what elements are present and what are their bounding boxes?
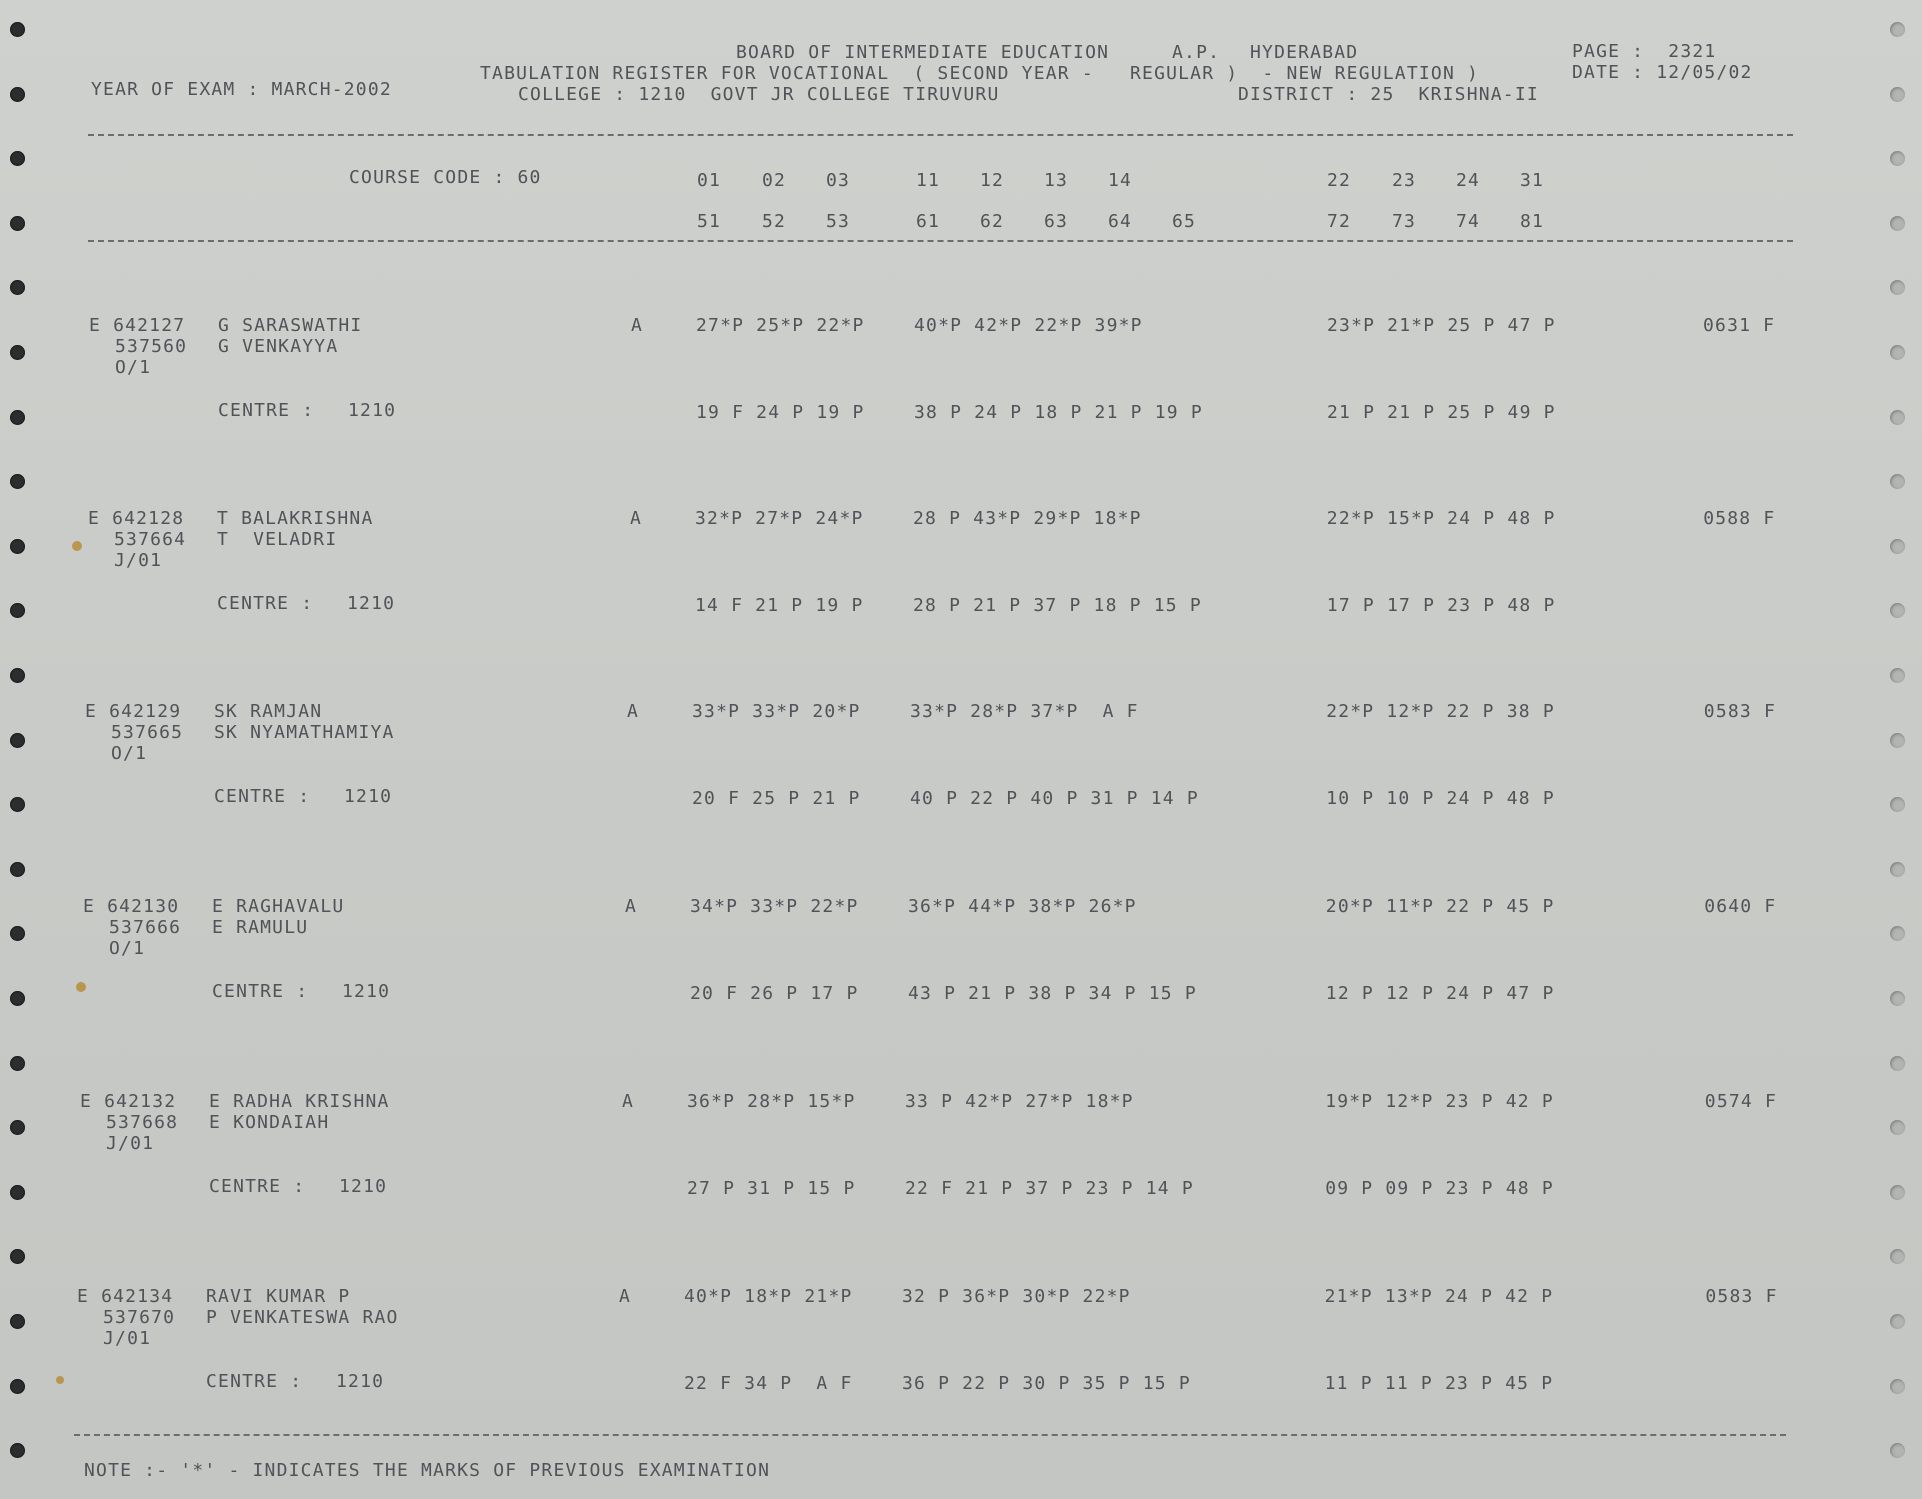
father-name: P VENKATESWA RAO (206, 1307, 399, 1328)
feed-hole (10, 280, 25, 295)
stain-mark (56, 1376, 64, 1384)
marks-row1-group2: 33 P 42*P 27*P 18*P (905, 1091, 1134, 1112)
subject-code: 12 (980, 170, 1005, 191)
student-name: E RADHA KRISHNA (209, 1091, 390, 1112)
feed-hole (1890, 410, 1905, 425)
centre-code: 1210 (344, 786, 393, 807)
feed-hole (10, 1379, 25, 1394)
feed-hole (1890, 345, 1905, 360)
marks-row1-group2: 40*P 42*P 22*P 39*P (914, 315, 1143, 336)
marks-row2-group3: 17 P 17 P 23 P 48 P (1326, 595, 1556, 616)
subject-code: 02 (762, 170, 787, 191)
register-number: E 642127 (89, 315, 186, 336)
student-name: E RAGHAVALU (212, 896, 345, 917)
student-name: T BALAKRISHNA (217, 508, 374, 529)
marks-row2-group2: 38 P 24 P 18 P 21 P 19 P (914, 402, 1203, 423)
subject-code: 63 (1044, 211, 1069, 232)
marks-row1-group3: 19*P 12*P 23 P 42 P (1325, 1091, 1554, 1112)
stain-mark (76, 982, 86, 992)
father-name: SK NYAMATHAMIYA (214, 722, 395, 743)
marks-row2-group1: 27 P 31 P 15 P (687, 1178, 856, 1199)
register-number: E 642132 (80, 1091, 177, 1112)
subject-code: 73 (1392, 211, 1417, 232)
feed-hole (10, 345, 25, 360)
category-code: O/1 (111, 743, 148, 764)
feed-hole (1890, 1120, 1905, 1135)
centre-label: CENTRE : (212, 981, 309, 1002)
subject-code: 24 (1456, 170, 1481, 191)
marks-row1-group1: 27*P 25*P 22*P (696, 315, 865, 336)
subject-code: 14 (1108, 170, 1133, 191)
subject-code: 81 (1520, 211, 1545, 232)
total-result: 0631 F (1703, 315, 1776, 336)
father-code: 537560 (115, 336, 188, 357)
marks-row2-group3: 11 P 11 P 23 P 45 P (1324, 1373, 1554, 1394)
marks-row2-group2: 43 P 21 P 38 P 34 P 15 P (908, 983, 1197, 1004)
subject-code: 11 (916, 170, 941, 191)
course-code-label: COURSE CODE : 60 (349, 167, 542, 188)
marks-row1-group3: 21*P 13*P 24 P 42 P (1324, 1286, 1554, 1307)
subject-code: 72 (1327, 211, 1352, 232)
total-result: 0583 F (1703, 701, 1777, 722)
category-code: O/1 (109, 938, 146, 959)
marks-row2-group2: 40 P 22 P 40 P 31 P 14 P (910, 788, 1199, 809)
marks-row2-group3: 21 P 21 P 25 P 49 P (1327, 402, 1556, 423)
marks-row1-group3: 22*P 12*P 22 P 38 P (1326, 701, 1555, 722)
marks-row1-group1: 34*P 33*P 22*P (690, 896, 859, 917)
marks-row1-group3: 23*P 21*P 25 P 47 P (1327, 315, 1556, 336)
print-date: DATE : 12/05/02 (1572, 62, 1753, 83)
marks-row2-group2: 36 P 22 P 30 P 35 P 15 P (902, 1373, 1191, 1394)
feed-hole (1890, 991, 1905, 1006)
marks-row1-group2: 36*P 44*P 38*P 26*P (908, 896, 1137, 917)
feed-hole (1890, 87, 1905, 102)
attendance-flag: A (630, 508, 643, 529)
marks-row1-group1: 33*P 33*P 20*P (692, 701, 861, 722)
subject-code: 74 (1456, 211, 1481, 232)
feed-hole (1890, 1443, 1905, 1458)
father-code: 537670 (103, 1307, 176, 1328)
attendance-flag: A (631, 315, 644, 336)
year-of-exam: YEAR OF EXAM : MARCH-2002 (91, 79, 392, 100)
centre-code: 1210 (342, 981, 391, 1002)
subject-code: 23 (1392, 170, 1417, 191)
marks-row1-group2: 28 P 43*P 29*P 18*P (913, 508, 1142, 529)
category-code: O/1 (115, 357, 152, 378)
feed-hole (10, 1120, 25, 1135)
centre-label: CENTRE : (217, 593, 314, 614)
centre-label: CENTRE : (209, 1176, 306, 1197)
centre-label: CENTRE : (206, 1371, 303, 1392)
father-code: 537665 (111, 722, 184, 743)
feed-hole (10, 87, 25, 102)
centre-code: 1210 (347, 593, 396, 614)
student-name: RAVI KUMAR P (206, 1286, 351, 1307)
register-number: E 642129 (85, 701, 182, 722)
feed-hole (10, 474, 25, 489)
feed-hole (1890, 151, 1905, 166)
register-number: E 642134 (77, 1286, 174, 1307)
divider-bottom (74, 1434, 1786, 1436)
centre-code: 1210 (336, 1371, 385, 1392)
category-code: J/01 (114, 550, 163, 571)
father-code: 537666 (109, 917, 182, 938)
feed-hole (1890, 862, 1905, 877)
father-code: 537664 (114, 529, 187, 550)
subject-code: 51 (697, 211, 722, 232)
feed-hole (1890, 1056, 1905, 1071)
marks-row1-group2: 32 P 36*P 30*P 22*P (902, 1286, 1131, 1307)
subject-code: 53 (826, 211, 851, 232)
subject-code: 31 (1520, 170, 1545, 191)
feed-hole (1890, 280, 1905, 295)
subject-code: 22 (1327, 170, 1352, 191)
marks-row1-group3: 22*P 15*P 24 P 48 P (1326, 508, 1556, 529)
register-title: TABULATION REGISTER FOR VOCATIONAL ( SECOND YEAR - REGULAR ) - NEW REGULATION ) (480, 63, 1480, 84)
father-code: 537668 (106, 1112, 179, 1133)
feed-hole (10, 1056, 25, 1071)
feed-hole (1890, 797, 1905, 812)
feed-hole (1890, 603, 1905, 618)
centre-code: 1210 (339, 1176, 388, 1197)
district-info: DISTRICT : 25 KRISHNA-II (1238, 84, 1539, 105)
feed-hole (10, 216, 25, 231)
total-result: 0583 F (1705, 1286, 1778, 1307)
divider-top (88, 134, 1793, 136)
feed-hole (10, 410, 25, 425)
total-result: 0574 F (1704, 1091, 1778, 1112)
feed-hole (1890, 22, 1905, 37)
feed-hole (10, 797, 25, 812)
feed-hole (10, 1314, 25, 1329)
marks-row1-group1: 40*P 18*P 21*P (684, 1286, 853, 1307)
centre-label: CENTRE : (214, 786, 311, 807)
marks-row2-group2: 22 F 21 P 37 P 23 P 14 P (905, 1178, 1194, 1199)
marks-row2-group1: 19 F 24 P 19 P (696, 402, 865, 423)
attendance-flag: A (627, 701, 640, 722)
marks-row1-group3: 20*P 11*P 22 P 45 P (1325, 896, 1555, 917)
feed-hole (10, 603, 25, 618)
subject-code: 62 (980, 211, 1005, 232)
feed-hole (1890, 733, 1905, 748)
board-title: BOARD OF INTERMEDIATE EDUCATION (736, 42, 1110, 63)
centre-code: 1210 (348, 400, 397, 421)
marks-row1-group1: 36*P 28*P 15*P (687, 1091, 856, 1112)
board-city: HYDERABAD (1250, 42, 1359, 63)
total-result: 0588 F (1703, 508, 1776, 529)
attendance-flag: A (625, 896, 638, 917)
subject-code: 52 (762, 211, 787, 232)
subject-code: 64 (1108, 211, 1133, 232)
feed-hole (1890, 1314, 1905, 1329)
feed-hole (1890, 539, 1905, 554)
marks-row2-group1: 14 F 21 P 19 P (695, 595, 864, 616)
category-code: J/01 (106, 1133, 155, 1154)
subject-code: 65 (1172, 211, 1197, 232)
attendance-flag: A (622, 1091, 635, 1112)
tractor-feed-holes-left (10, 0, 32, 1499)
page-number: PAGE : 2321 (1572, 41, 1717, 62)
attendance-flag: A (619, 1286, 632, 1307)
father-name: E RAMULU (212, 917, 309, 938)
feed-hole (1890, 474, 1905, 489)
father-name: E KONDAIAH (209, 1112, 330, 1133)
marks-row1-group2: 33*P 28*P 37*P A F (910, 701, 1139, 722)
feed-hole (1890, 1249, 1905, 1264)
subject-code: 01 (697, 170, 722, 191)
register-number: E 642130 (83, 896, 180, 917)
marks-row2-group3: 09 P 09 P 23 P 48 P (1325, 1178, 1554, 1199)
feed-hole (10, 151, 25, 166)
marks-row2-group1: 20 F 25 P 21 P (692, 788, 861, 809)
feed-hole (10, 862, 25, 877)
feed-hole (1890, 1185, 1905, 1200)
feed-hole (10, 1249, 25, 1264)
marks-row2-group2: 28 P 21 P 37 P 18 P 15 P (913, 595, 1202, 616)
subject-code: 03 (826, 170, 851, 191)
feed-hole (10, 22, 25, 37)
subject-code: 13 (1044, 170, 1069, 191)
feed-hole (1890, 668, 1905, 683)
father-name: G VENKAYYA (218, 336, 339, 357)
feed-hole (10, 1443, 25, 1458)
feed-hole (10, 1185, 25, 1200)
feed-hole (1890, 1379, 1905, 1394)
subject-code: 61 (916, 211, 941, 232)
marks-row2-group1: 22 F 34 P A F (684, 1373, 853, 1394)
stain-mark (72, 541, 82, 551)
student-name: SK RAMJAN (214, 701, 323, 722)
college-info: COLLEGE : 1210 GOVT JR COLLEGE TIRUVURU (518, 84, 1000, 105)
feed-hole (10, 539, 25, 554)
total-result: 0640 F (1704, 896, 1777, 917)
feed-hole (10, 926, 25, 941)
feed-hole (1890, 216, 1905, 231)
category-code: J/01 (103, 1328, 152, 1349)
footer-note: NOTE :- '*' - INDICATES THE MARKS OF PREVIOUS EXAMINATION (84, 1460, 771, 1481)
register-number: E 642128 (88, 508, 185, 529)
father-name: T VELADRI (217, 529, 338, 550)
feed-hole (10, 668, 25, 683)
marks-row1-group1: 32*P 27*P 24*P (695, 508, 864, 529)
marks-row2-group3: 10 P 10 P 24 P 48 P (1326, 788, 1555, 809)
divider-header (88, 240, 1793, 242)
student-name: G SARASWATHI (218, 315, 363, 336)
board-state: A.P. (1172, 42, 1221, 63)
marks-row2-group1: 20 F 26 P 17 P (690, 983, 859, 1004)
marks-row2-group3: 12 P 12 P 24 P 47 P (1325, 983, 1555, 1004)
tractor-feed-holes-right (1890, 0, 1912, 1499)
centre-label: CENTRE : (218, 400, 315, 421)
feed-hole (1890, 926, 1905, 941)
feed-hole (10, 991, 25, 1006)
feed-hole (10, 733, 25, 748)
